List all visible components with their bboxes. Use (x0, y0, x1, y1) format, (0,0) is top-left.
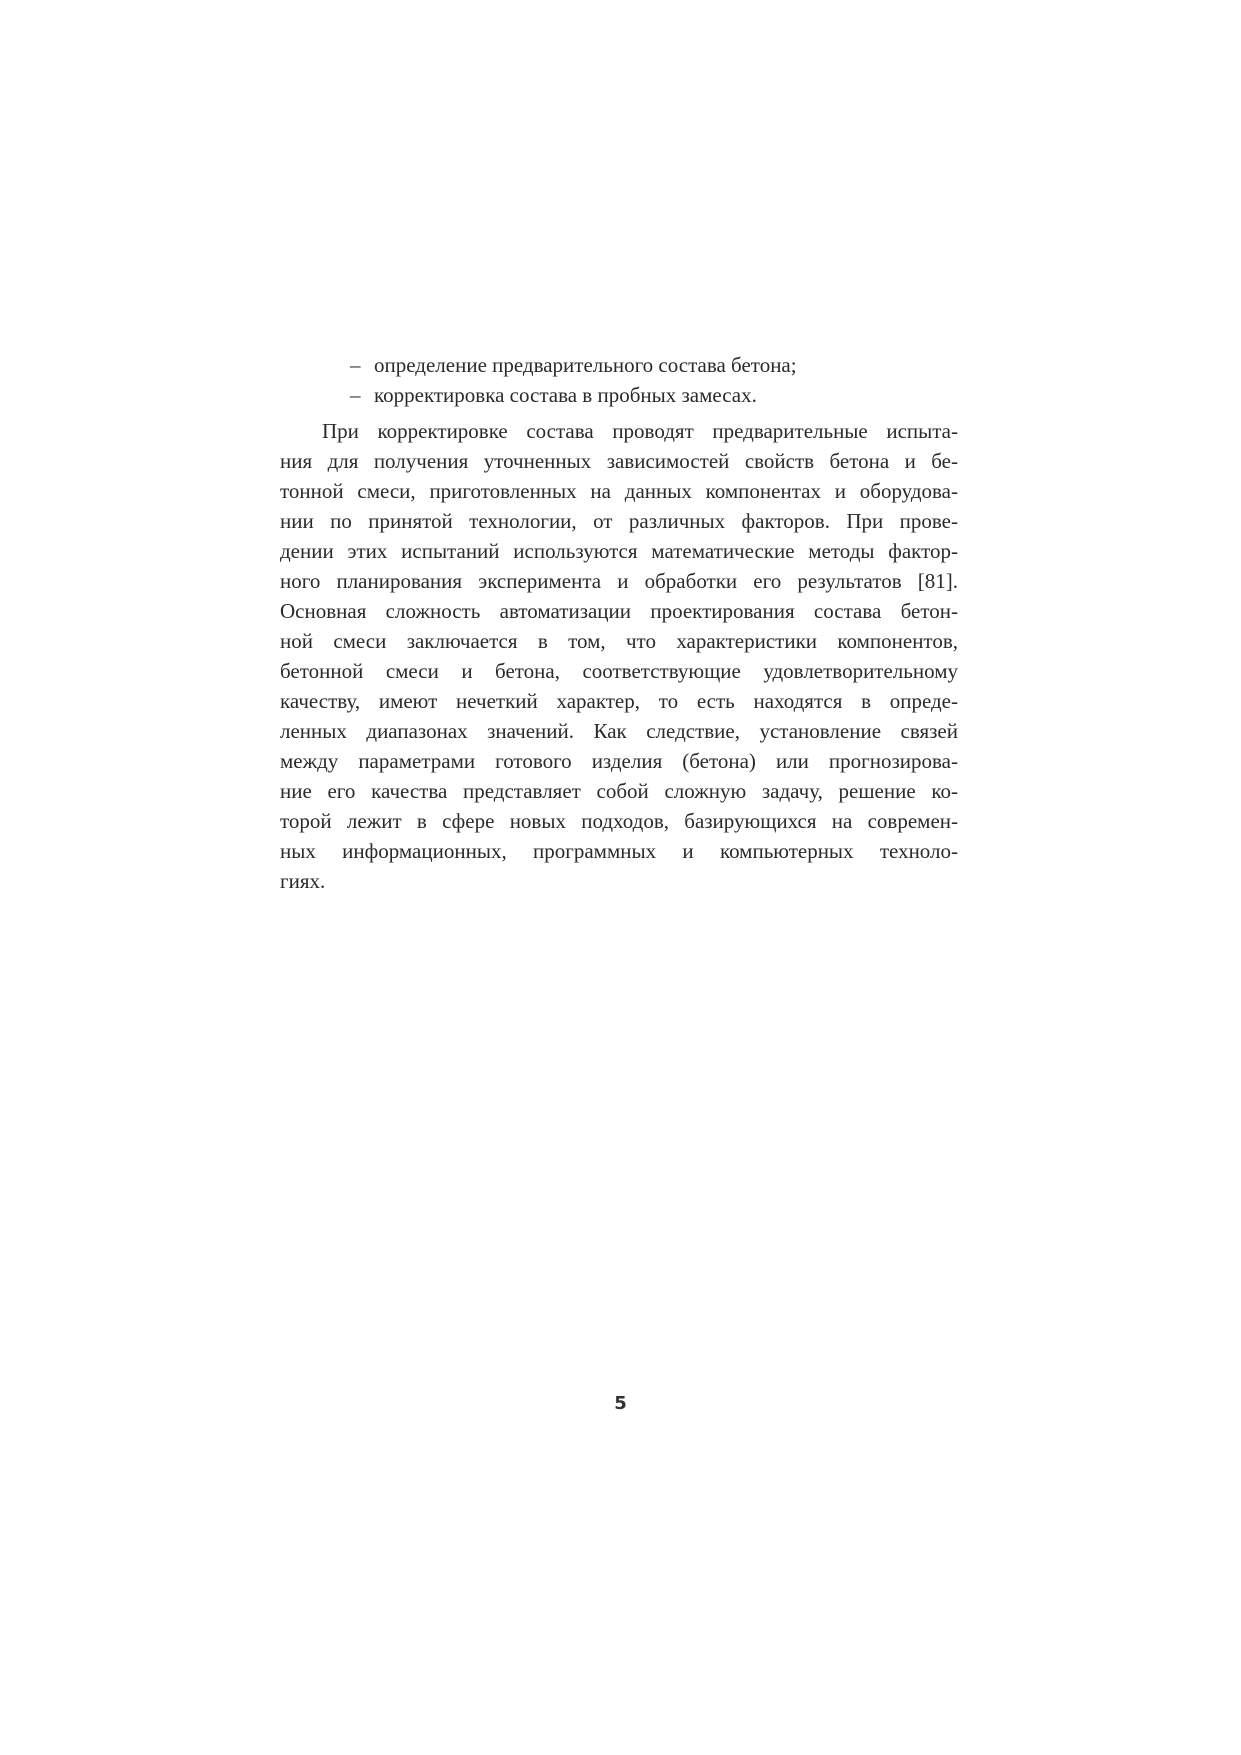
dash-marker: – (350, 353, 361, 377)
list-item (280, 350, 958, 380)
paragraph-line: гиях. (280, 869, 326, 893)
paragraph-line: торой лежит в сфере новых подходов, базирующихся на современ- (280, 809, 958, 833)
paragraph-line: тонной смеси, приготовленных на данных компонентах и оборудова- (280, 479, 958, 503)
dash-list (280, 350, 958, 410)
paragraph-line: дении этих испытаний используются математические методы фактор- (280, 539, 958, 563)
paragraph-line: бетонной смеси и бетона, соответствующие удовлетворительному (280, 659, 958, 683)
list-item (280, 380, 958, 410)
text-block (280, 350, 958, 896)
paragraph-line: между параметрами готового изделия (бетона) или прогнозирова- (280, 749, 958, 773)
list-item-text: корректировка состава в пробных замесах. (374, 383, 757, 407)
paragraph-line: ленных диапазонах значений. Как следствие, установление связей (280, 719, 958, 743)
paragraph-line: ние его качества представляет собой сложную задачу, решение ко- (280, 779, 958, 803)
paragraph-line: ного планирования эксперимента и обработки его результатов [81]. (280, 569, 958, 593)
paragraph-line: нии по принятой технологии, от различных факторов. При прове- (280, 509, 958, 533)
paragraph-line: ния для получения уточненных зависимостей свойств бетона и бе- (280, 449, 958, 473)
list-item-text: определение предварительного состава бетона; (374, 353, 797, 377)
dash-marker: – (350, 383, 361, 407)
paragraph-line: ных информационных, программных и компьютерных техноло- (280, 839, 958, 863)
paragraph-line: качеству, имеют нечеткий характер, то есть находятся в опреде- (280, 689, 958, 713)
paragraph-line: ной смеси заключается в том, что характеристики компонентов, (280, 629, 958, 653)
paragraph-line: Основная сложность автоматизации проектирования состава бетон- (280, 599, 958, 623)
body-paragraph (280, 416, 958, 896)
paragraph-line: При корректировке состава проводят предварительные испыта- (322, 419, 958, 443)
page-number: 5 (614, 1393, 627, 1414)
